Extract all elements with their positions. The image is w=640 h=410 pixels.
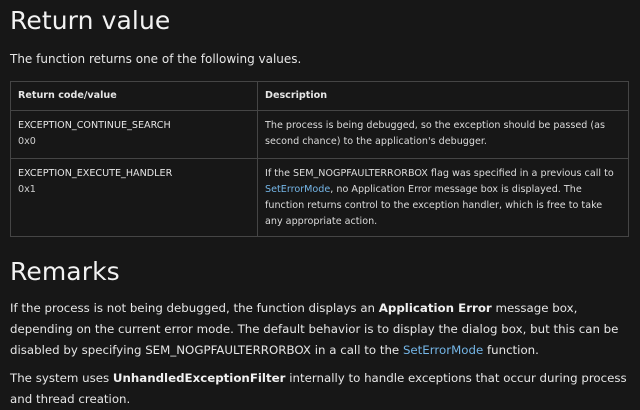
table-header-row <box>11 82 629 111</box>
return-code-cell <box>11 111 258 159</box>
return-code-name: EXCEPTION_EXECUTE_HANDLER <box>18 168 173 179</box>
bold-term: Application Error <box>378 301 492 315</box>
seterrormode-link[interactable]: SetErrorMode <box>402 343 484 357</box>
return-code-value: 0x0 <box>18 136 36 147</box>
paragraph-text: internally to handle exceptions that occur during process and thread creation. <box>10 371 627 406</box>
table-row <box>11 111 629 159</box>
description-cell: The process is being debugged, so the exception should be passed (as second chance) to the application's debugger. <box>258 111 629 159</box>
return-value-heading: Return value <box>10 6 171 35</box>
table-row <box>11 159 629 237</box>
bold-term: UnhandledExceptionFilter <box>112 371 286 385</box>
return-code-cell <box>11 159 258 237</box>
remarks-paragraph <box>10 368 632 410</box>
return-value-table <box>10 81 629 237</box>
column-header-description: Description <box>258 82 629 111</box>
remarks-paragraph <box>10 298 632 361</box>
return-value-intro: The function returns one of the following values. <box>10 52 302 66</box>
paragraph-text: The system uses <box>10 371 113 385</box>
paragraph-text: function. <box>483 343 539 357</box>
description-text: , no Application Error message box is displayed. The function returns control to the exception handler, which is free to take any appropriate action. <box>265 184 603 227</box>
remarks-heading: Remarks <box>10 257 120 286</box>
column-header-code: Return code/value <box>11 82 258 111</box>
return-code-value: 0x1 <box>18 184 36 195</box>
seterrormode-link[interactable]: SetErrorMode <box>265 184 331 195</box>
paragraph-text: message box, depending on the current error mode. The default behavior is to display the dialog box, but this can be disabled by specifying SEM_NOGPFAULTERRORBOX in a call to the <box>10 301 619 357</box>
return-code-name: EXCEPTION_CONTINUE_SEARCH <box>18 120 171 131</box>
description-cell <box>258 159 629 237</box>
paragraph-text: If the process is not being debugged, the function displays an <box>10 301 379 315</box>
description-text: If the SEM_NOGPFAULTERRORBOX flag was specified in a previous call to <box>265 168 614 179</box>
